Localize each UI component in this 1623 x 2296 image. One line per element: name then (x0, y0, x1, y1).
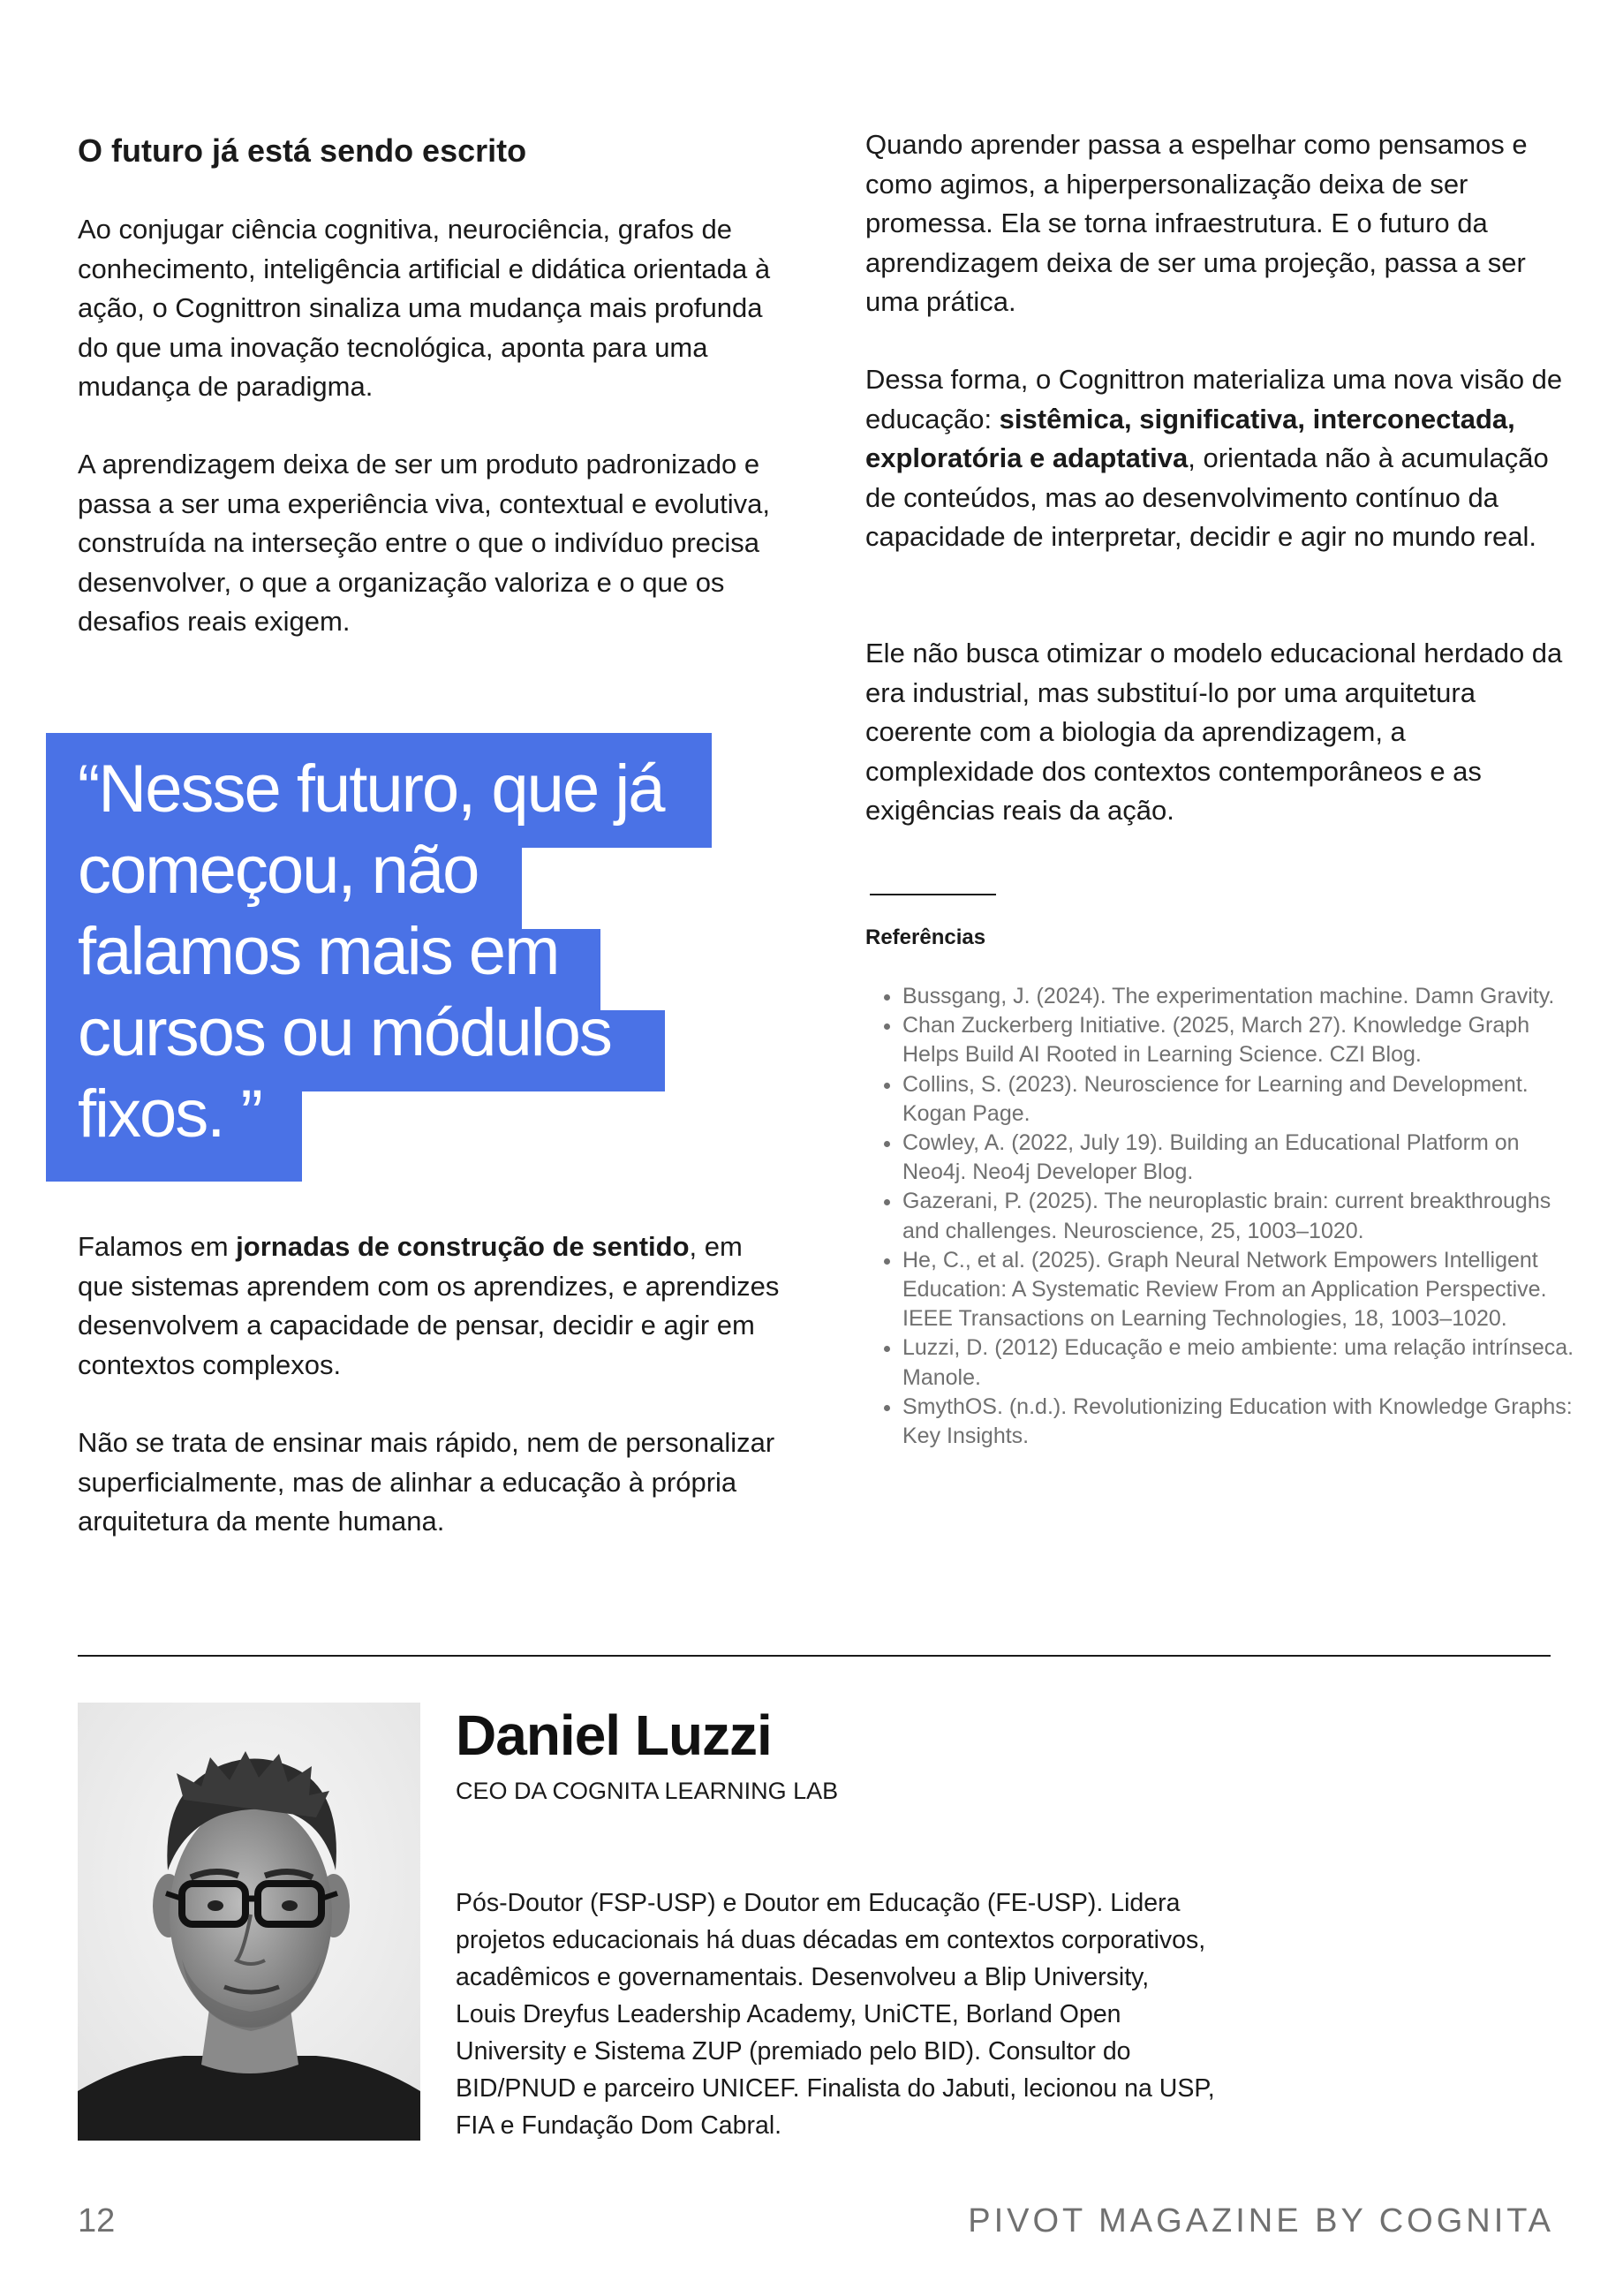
paragraph-industrial-model: Ele não busca otimizar o modelo educacional herdado da era industrial, mas substituí-lo por uma arquitetura coerente com a biologia da aprendizagem, a complexidade dos contextos contemporâneos e as exigências reais da ação. (865, 638, 1563, 826)
paragraph-learning-experience: A aprendizagem deixa de ser um produto padronizado e passa a ser uma experiência viva, contextual e evolutiva, construída na interseção entre o que o indivíduo precisa desenvolver, o que a organização valoriza e o que os desafios reais exigem. (78, 449, 771, 637)
quote-line: começou, não (78, 833, 479, 908)
author-divider (78, 1655, 1551, 1657)
quote-line: falamos mais em (78, 914, 559, 989)
quote-line: “Nesse futuro, que já (78, 751, 664, 827)
section-heading: O futuro já está sendo escrito (78, 132, 527, 169)
magazine-name: PIVOT MAGAZINE BY COGNITA (968, 2202, 1554, 2239)
author-role: CEO DA COGNITA LEARNING LAB (456, 1778, 839, 1804)
paragraph-journeys (78, 1227, 784, 1385)
references-list (865, 982, 1582, 1451)
reference-item: • Collins, S. (2023). Neuroscience for Learning and Development. Kogan Page. (902, 1070, 1582, 1129)
references-divider (870, 894, 996, 895)
quote-line: fixos. ” (78, 1076, 261, 1152)
text-segment: , orientada não à acumulação de conteúdos, mas ao desenvolvimento contínuo da capacidade de interpretar, decidir e agir no mundo real. (865, 442, 1549, 552)
emphasis-text: sistêmica, significativa, interconectada, exploratória e adaptativa (865, 403, 1515, 473)
reference-item: • Gazerani, P. (2025). The neuroplastic brain: current breakthroughs and challenges. Neuroscience, 25, 1003–1020. (902, 1187, 1582, 1245)
reference-item: • Chan Zuckerberg Initiative. (2025, March 27). Knowledge Graph Helps Build AI Rooted in Learning Science. CZI Blog. (902, 1011, 1582, 1069)
author-photo (78, 1703, 420, 2141)
text-segment: , em que sistemas aprendem com os aprendizes, e aprendizes desenvolvem a capacidade de pensar, decidir e agir em contextos complexos. (78, 1231, 780, 1380)
reference-item: • Luzzi, D. (2012) Educação e meio ambiente: uma relação intrínseca. Manole. (902, 1333, 1582, 1392)
text-segment: Dessa forma, o Cognittron materializa uma nova visão de educação: (865, 364, 1563, 434)
author-name: Daniel Luzzi (456, 1703, 772, 1767)
reference-item: • Cowley, A. (2022, July 19). Building an Educational Platform on Neo4j. Neo4j Developer Blog. (902, 1129, 1582, 1187)
text-segment: Falamos em (78, 1231, 237, 1262)
references-title: Referências (865, 925, 986, 949)
reference-item: • He, C., et al. (2025). Graph Neural Network Empowers Intelligent Education: A Systematic Review From an Application Perspective. IEEE Transactions on Learning Technologies, 18, 1003–1020. (902, 1246, 1582, 1334)
paragraph-mind-architecture: Não se trata de ensinar mais rápido, nem de personalizar superficialmente, mas de alinhar a educação à própria arquitetura da mente humana. (78, 1427, 775, 1537)
reference-item: • Bussgang, J. (2024). The experimentation machine. Damn Gravity. (902, 982, 1582, 1011)
pull-quote (0, 733, 795, 1192)
emphasis-text: jornadas de construção de sentido (236, 1231, 690, 1262)
quote-line: cursos ou módulos (78, 995, 611, 1070)
author-bio: Pós-Doutor (FSP-USP) e Doutor em Educação (FE-USP). Lidera projetos educacionais há duas décadas em contextos corporativos, acadêmicos e governamentais. Desenvolveu a Blip University, Louis Dreyfus Leadership Academy, UniCTE, Borland Open University e Sistema ZUP (premiado pelo BID). Consultor do BID/PNUD e parceiro UNICEF. Finalista do Jabuti, lecionou na USP, FIA e Fundação Dom Cabral. (456, 1889, 1215, 2140)
paragraph-paradigm: Ao conjugar ciência cognitiva, neurociência, grafos de conhecimento, inteligência artificial e didática orientada à ação, o Cognittron sinaliza uma mudança mais profunda do que uma inovação tecnológica, aponta para uma mudança de paradigma. (78, 214, 771, 402)
reference-item: • SmythOS. (n.d.). Revolutionizing Education with Knowledge Graphs: Key Insights. (902, 1393, 1582, 1451)
page-number: 12 (78, 2202, 116, 2239)
paragraph-vision (865, 360, 1563, 557)
author-portrait-icon (78, 1703, 420, 2141)
paragraph-hyperpersonalization: Quando aprender passa a espelhar como pensamos e como agimos, a hiperpersonalização deixa de ser promessa. Ela se torna infraestrutura. E o futuro da aprendizagem deixa de ser uma projeção, passa a ser uma prática. (865, 129, 1528, 317)
